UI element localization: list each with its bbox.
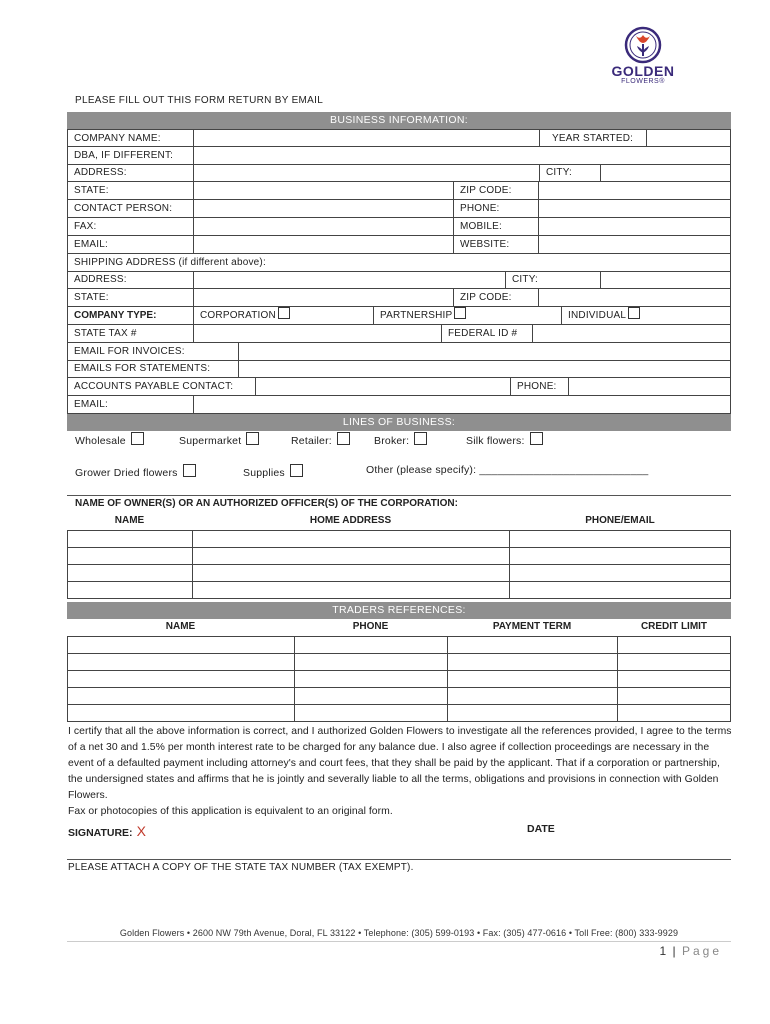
contact-field[interactable] [194,200,453,217]
silk-option [466,432,543,447]
row-fax [67,218,731,236]
row-address [67,164,731,182]
silk-label: Silk flowers: [466,435,525,447]
supplies-label: Supplies [243,467,285,479]
row-ship-state [67,289,731,307]
emails-statements-field[interactable] [239,360,731,377]
form-instruction: PLEASE FILL OUT THIS FORM RETURN BY EMAIL [75,95,324,106]
signature-area [68,823,146,839]
supplies-checkbox[interactable] [290,464,303,477]
logo-subtext: FLOWERS® [621,78,665,85]
ship-address-field[interactable] [194,271,505,288]
ship-city-label: CITY: [512,274,539,285]
ap-email-label: EMAIL: [74,399,108,410]
fax-note: Fax or photocopies of this application is equivalent to an original form. [68,806,393,817]
business-info-header: BUSINESS INFORMATION: [67,112,731,129]
address-label: ADDRESS: [74,167,127,178]
row-company-type [67,307,731,325]
email-field[interactable] [194,236,453,253]
table-row [68,565,731,582]
company-logo [606,26,680,96]
ap-phone-label: PHONE: [517,381,557,392]
email-invoices-label: EMAIL FOR INVOICES: [74,346,185,357]
ship-state-field[interactable] [194,289,453,306]
year-started-field[interactable] [647,130,731,147]
website-label: WEBSITE: [460,239,510,250]
email-label: EMAIL: [74,239,108,250]
row-dba [67,147,731,165]
dba-label: DBA, IF DIFFERENT: [74,150,174,161]
city-field[interactable] [601,164,731,181]
date-label: DATE [527,823,555,835]
year-started-label: YEAR STARTED: [552,133,634,144]
owners-table [67,530,731,599]
mobile-field[interactable] [539,218,731,235]
zip-field[interactable] [539,182,731,199]
phone-label: PHONE: [460,203,500,214]
silk-checkbox[interactable] [530,432,543,445]
broker-option [374,432,427,447]
mobile-label: MOBILE: [460,221,502,232]
lines-of-business-header: LINES OF BUSINESS: [67,414,731,431]
email-invoices-field[interactable] [239,343,731,360]
partnership-checkbox[interactable] [454,307,466,319]
company-type-label: COMPANY TYPE: [74,310,157,321]
ap-phone-field[interactable] [569,378,731,395]
table-row [68,688,731,705]
grower-label: Grower Dried flowers [75,467,178,479]
state-tax-label: STATE TAX # [74,328,137,339]
corporation-option [194,307,290,324]
table-row [68,671,731,688]
owners-col-name: NAME [114,515,145,526]
retailer-label: Retailer: [291,435,332,447]
traders-col-name: NAME [165,621,196,632]
owners-col-phone: PHONE/EMAIL [585,515,655,526]
state-label: STATE: [74,185,109,196]
owners-title: NAME OF OWNER(S) OR AN AUTHORIZED OFFICER(S) OF THE CORPORATION: [75,498,458,509]
grower-checkbox[interactable] [183,464,196,477]
row-ap-contact [67,378,731,396]
supermarket-label: Supermarket [179,435,242,447]
owners-col-address: HOME ADDRESS [309,515,392,526]
website-field[interactable] [539,236,731,253]
table-row [68,582,731,599]
logo-text: GOLDEN [611,63,675,79]
wholesale-option [75,432,144,447]
row-email [67,236,731,254]
individual-checkbox[interactable] [628,307,640,319]
traders-table [67,636,731,722]
ap-email-field[interactable] [194,396,731,413]
supermarket-option [179,432,259,447]
address-field[interactable] [194,164,539,181]
page-number [659,944,722,958]
signature-label: SIGNATURE: [68,827,133,839]
wholesale-label: Wholesale [75,435,126,447]
individual-option [562,307,640,324]
phone-field[interactable] [539,200,731,217]
ship-city-field[interactable] [601,271,731,288]
page-number-value: 1 [659,944,668,958]
emails-statements-label: EMAILS FOR STATEMENTS: [74,363,211,374]
city-label: CITY: [546,167,573,178]
footer-divider [67,941,731,942]
other-field[interactable]: Other (please specify): ____________________________ [366,464,649,476]
fax-field[interactable] [194,218,453,235]
row-ap-email [67,396,731,414]
corporation-checkbox[interactable] [278,307,290,319]
signature-line [67,859,731,860]
certify-paragraph: I certify that all the above information is correct, and I authorized Golden Flowers to investigate all the references provided, I agree to the terms of a net 30 and 1.5% per month interest rate to be charged for any balance due. I also agree if collection proceedings are necessary in the event of a defaulted payment including attorney's and court fees, that they shall be paid by the applicant. That if a corporation or partnership, the undersigned states and affirms that he is jointly and severally liable to all the terms, obligations and provisions in connection with Golden Flowers. [68,726,732,801]
table-row [68,548,731,565]
page-label: Page [681,944,722,958]
company-name-label: COMPANY NAME: [74,133,161,144]
ship-address-label: ADDRESS: [74,274,127,285]
ship-state-label: STATE: [74,292,109,303]
row-state [67,182,731,200]
broker-checkbox[interactable] [414,432,427,445]
traders-header: TRADERS REFERENCES: [67,602,731,619]
attach-note: PLEASE ATTACH A COPY OF THE STATE TAX NUMBER (TAX EXEMPT). [68,862,414,873]
fax-label: FAX: [74,221,97,232]
row-email-invoices [67,343,731,361]
row-company-name [67,129,731,147]
federal-id-field[interactable] [533,325,731,342]
state-tax-field[interactable] [194,325,441,342]
partnership-label: PARTNERSHIP [380,310,453,321]
contact-label: CONTACT PERSON: [74,203,173,214]
table-row [68,531,731,548]
row-contact [67,200,731,218]
ap-contact-field[interactable] [256,378,510,395]
partnership-option [374,307,466,324]
signature-mark[interactable]: X [136,823,146,839]
certification-text [68,724,732,820]
page-separator: | [672,944,678,958]
corporation-label: CORPORATION [200,310,276,321]
state-field[interactable] [194,182,453,199]
tulip-emblem-icon [624,26,662,64]
zip-label: ZIP CODE: [460,185,512,196]
row-ship-address [67,271,731,289]
traders-col-credit: CREDIT LIMIT [640,621,708,632]
wholesale-checkbox[interactable] [131,432,144,445]
ship-zip-label: ZIP CODE: [460,292,512,303]
ship-zip-field[interactable] [539,289,731,306]
dba-field[interactable] [194,147,731,164]
federal-id-label: FEDERAL ID # [448,328,518,339]
grower-option [75,464,196,479]
retailer-option [291,432,350,447]
row-shipping [67,254,731,272]
footer-address: Golden Flowers • 2600 NW 79th Avenue, Doral, FL 33122 • Telephone: (305) 599-0193 • Fax: (305) 477-0616 • Toll Free: (800) 333-9929 [119,928,679,938]
traders-col-payment: PAYMENT TERM [492,621,572,632]
table-row [68,637,731,654]
company-name-field[interactable] [194,130,539,147]
broker-label: Broker: [374,435,410,447]
supplies-option [243,464,303,479]
shipping-label: SHIPPING ADDRESS (if different above): [74,257,266,268]
traders-col-phone: PHONE [352,621,389,632]
table-row [68,705,731,722]
table-row [68,654,731,671]
supermarket-checkbox[interactable] [246,432,259,445]
row-emails-statements [67,360,731,378]
row-tax [67,325,731,343]
individual-label: INDIVIDUAL [568,310,627,321]
ap-contact-label: ACCOUNTS PAYABLE CONTACT: [74,381,234,392]
retailer-checkbox[interactable] [337,432,350,445]
divider [67,495,731,496]
